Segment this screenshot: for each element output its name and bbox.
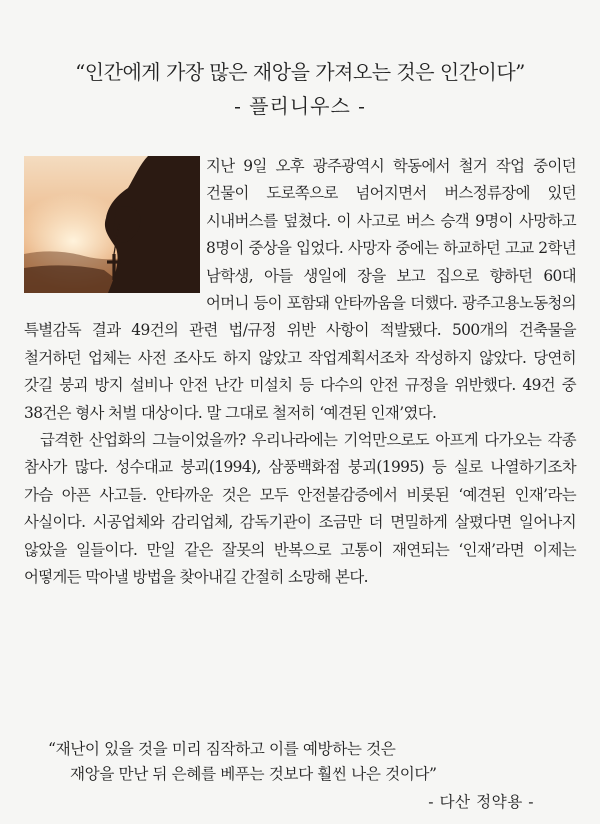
article-paragraph-1: 지난 9일 오후 광주광역시 학동에서 철거 작업 중이던 건물이 도로쪽으로 넘어지면서 버스정류장에 있던 시내버스를 덮쳤다. 이 사고로 버스 승객 9명이 사망하고 8명이 중상을 입었다. 사망자 중에는 하교하던 고교 2학년 남학생, 아들 생일에 장을 보고 집으로 향하던 60대 어머니 등이 포함돼 안타까움을 더했다. 광주고용노동청의 특별감독 결과 49건의 관련 법/규정 위반 사항이 적발됐다. 500개의 건축물을 철거하던 업체는 사전 조사도 하지 않았고 작업계획서조차 작성하지 않았다. 당연히 갓길 붕괴 방지 설비나 안전 난간 미설치 등 다수의 안전 규정을 위반했다. 49건 중 38건은 형사 처벌 대상이다. 말 그대로 철저히 ‘예견된 인재’였다. (24, 157, 576, 422)
article-paragraph-2: 급격한 산업화의 그늘이었을까? 우리나라에는 기억만으로도 아프게 다가오는 각종 참사가 많다. 성수대교 붕괴(1994), 삼풍백화점 붕괴(1995) 등 실로 나열하기조차 가슴 아픈 사고들. 안타까운 것은 모두 안전불감증에서 비롯된 ‘예견된 인재’라는 사실이다. 시공업체와 감리업체, 감독기관이 조금만 더 면밀하게 살폈다면 일어나지 않았을 일들이다. 만일 같은 잘못의 반복으로 고통이 재연되는 ‘인재’라면 이제는 어떻게든 막아낼 방법을 찾아내길 간절히 소망해 본다. (24, 431, 576, 587)
header-author: - 플리니우스 - (234, 94, 366, 118)
footer-quote (48, 737, 568, 787)
footer-quote-line-1: “재난이 있을 것을 미리 짐작하고 이를 예방하는 것은 (48, 740, 396, 758)
article-body (24, 153, 576, 592)
header-quote: “인간에게 가장 많은 재앙을 가져오는 것은 인간이다” (75, 60, 525, 84)
footer-author: - 다산 정약용 - (428, 793, 534, 811)
footer-quote-line-2: 재앙을 만난 뒤 은혜를 베푸는 것보다 훨씬 나은 것이다” (70, 765, 437, 783)
